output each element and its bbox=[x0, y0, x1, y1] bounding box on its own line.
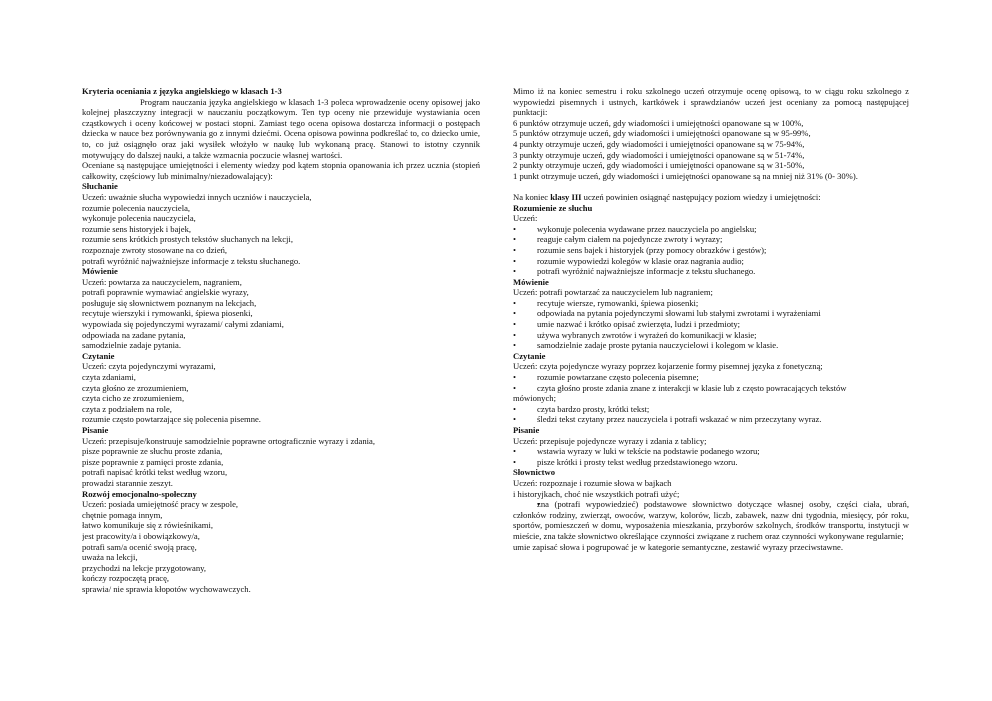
list-item: rozumie często powtarzające się polecenia pisemne. bbox=[82, 414, 261, 425]
list-item: Uczeń: posiada umiejętność pracy w zespole, bbox=[82, 499, 239, 510]
list-item: czyta zdaniami, bbox=[82, 372, 136, 383]
vocabulary-last: umie zapisać słowa i pogrupować je w kategorie semantyczne, zestawić wyrazy przeciwstawne. bbox=[513, 541, 844, 552]
right-column bbox=[513, 86, 909, 552]
section-heading-reading: Czytanie bbox=[513, 350, 546, 361]
section-heading: Pisanie bbox=[82, 425, 109, 435]
list-item: 5 punktów otrzymuje uczeń, gdy wiadomości i umiejętności opanowane są w 95-99%, bbox=[513, 128, 811, 139]
list-item-continuation: mówionych; bbox=[513, 393, 556, 404]
section-heading-listening: Rozumienie ze słuchu bbox=[513, 202, 593, 213]
list-item: • wstawia wyrazy w luki w tekście na podstawie podanego wzoru; bbox=[513, 446, 909, 457]
list-item: potrafi sam/a ocenić swoją pracę, bbox=[82, 541, 197, 552]
list-item: • rozumie powtarzane często polecenia pisemne; bbox=[513, 372, 909, 383]
list-item: sprawia/ nie sprawia kłopotów wychowawczych. bbox=[82, 583, 251, 594]
list-item: • zna (potrafi wypowiedzieć) podstawowe słownictwo dotyczące własnej osoby, części ciała, ubrań, członków rodziny, zwierząt, owoców, warzyw, kolorów, liczb, zabawek, nazw dni tygodnia, miesięcy, pór roku, sportów, pomieszczeń w domu, wyposażenia mieszkania, przyborów szkolnych, środków transportu, instytucji w mieście, zna także słownictwo określające czynności związane z ruchem oraz czynności wykonywane regularnie; bbox=[513, 499, 909, 541]
list-item: łatwo komunikuje się z rówieśnikami, bbox=[82, 520, 214, 531]
list-item: czyta głośno ze zrozumieniem, bbox=[82, 382, 189, 393]
list-item: Uczeń: powtarza za nauczycielem, nagraniem, bbox=[82, 276, 242, 287]
list-item: • potrafi wyróżnić najważniejsze informacje z tekstu słuchanego. bbox=[513, 266, 909, 277]
list-item: • czyta bardzo prosty, krótki tekst; bbox=[513, 404, 909, 415]
list-item: rozpoznaje zwroty stosowane na co dzień, bbox=[82, 244, 228, 255]
list-item: Uczeń: uważnie słucha wypowiedzi innych uczniów i nauczyciela, bbox=[82, 191, 312, 202]
list-item: 3 punkty otrzymuje uczeń, gdy wiadomości i umiejętności opanowane są w 51-74%, bbox=[513, 149, 805, 160]
point-last: 1 punkt otrzymuje uczeń, gdy wiadomości i umiejętności opanowane są na mniej niż 31% (0- 30%). bbox=[513, 170, 858, 181]
list-item: 2 punkty otrzymuje uczeń, gdy wiadomości i umiejętności opanowane są w 31-50%, bbox=[513, 160, 805, 171]
level-sentence: Na koniec klasy III uczeń powinien osiągnąć następujący poziom wiedzy i umiejętności: bbox=[513, 191, 821, 202]
list-item: • pisze krótki i prosty tekst według przedstawionego wzoru. bbox=[513, 457, 909, 468]
list-item: 6 punktów otrzymuje uczeń, gdy wiadomości i umiejętności opanowane są w 100%, bbox=[513, 117, 804, 128]
list-item: potrafi napisać krótki tekst według wzoru, bbox=[82, 467, 228, 478]
section-heading: Rozwój emocjonalno-społeczny bbox=[82, 488, 197, 499]
document-title: Kryteria oceniania z języka angielskiego w klasach 1-3 bbox=[82, 86, 282, 96]
list-item: • reaguje całym ciałem na pojedyncze zwroty i wyrazy; bbox=[513, 234, 909, 245]
list-item: • umie nazwać i krótko opisać zwierzęta, ludzi i przedmioty; bbox=[513, 319, 909, 330]
list-item: • czyta głośno proste zdania znane z interakcji w klasie lub z często powracających tekstów bbox=[513, 383, 909, 394]
list-item: Uczeń: czyta pojedynczymi wyrazami, bbox=[82, 361, 216, 372]
list-item: prowadzi starannie zeszyt. bbox=[82, 477, 173, 488]
points-list bbox=[513, 118, 909, 171]
list-item: 4 punkty otrzymuje uczeń, gdy wiadomości i umiejętności opanowane są w 75-94%, bbox=[513, 138, 805, 149]
list-item: • samodzielnie zadaje proste pytania nauczycielowi i kolegom w klasie. bbox=[513, 340, 909, 351]
section-heading: Słuchanie bbox=[82, 181, 118, 192]
list-item: samodzielnie zadaje pytania. bbox=[82, 340, 182, 351]
list-item: • rozumie wypowiedzi kolegów w klasie oraz nagrania audio; bbox=[513, 256, 909, 267]
list-item: • wykonuje polecenia wydawane przez nauczyciela po angielsku; bbox=[513, 224, 909, 235]
list-item: • rozumie sens bajek i historyjek (przy pomocy obrazków i gestów); bbox=[513, 245, 909, 256]
section-heading: Czytanie bbox=[82, 350, 115, 361]
list-item: chętnie pomaga innym, bbox=[82, 509, 163, 520]
section-lead: i historyjkach, choć nie wszystkich potrafi użyć; bbox=[513, 488, 680, 499]
list-item: recytuje wierszyki i rymowanki, śpiewa piosenki, bbox=[82, 308, 253, 319]
list-item: potrafi poprawnie wymawiać angielskie wyrazy, bbox=[82, 287, 249, 298]
writing-list bbox=[513, 446, 909, 467]
section-heading: Mówienie bbox=[82, 266, 118, 277]
listening-list bbox=[513, 224, 909, 277]
section-heading-speaking: Mówienie bbox=[513, 276, 549, 287]
list-item: przychodzi na lekcje przygotowany, bbox=[82, 562, 207, 573]
speaking-list bbox=[513, 298, 909, 351]
list-item: pisze poprawnie ze słuchu proste zdania, bbox=[82, 446, 223, 457]
list-item: • odpowiada na pytania pojedynczymi słowami lub stałymi zwrotami i wyrażeniami bbox=[513, 308, 909, 319]
section-lead: Uczeń: rozpoznaje i rozumie słowa w bajkach bbox=[513, 477, 672, 488]
list-item: rozumie sens historyjek i bajek, bbox=[82, 223, 192, 234]
left-column bbox=[82, 86, 480, 595]
list-item: posługuje się słownictwem poznanym na lekcjach, bbox=[82, 297, 257, 308]
list-item: jest pracowity/a i obowiązkowy/a, bbox=[82, 530, 200, 541]
list-item: wypowiada się pojedynczymi wyrazami/ całymi zdaniami, bbox=[82, 319, 284, 330]
section-heading-writing: Pisanie bbox=[513, 425, 540, 435]
list-item: uważa na lekcji, bbox=[82, 552, 138, 563]
list-item: kończy rozpoczętą pracę, bbox=[82, 573, 170, 584]
list-item: wykonuje polecenia nauczyciela, bbox=[82, 213, 196, 224]
section-lead: Uczeń: bbox=[513, 213, 538, 224]
left-sections bbox=[82, 181, 480, 594]
section-lead: Uczeń: czyta pojedyncze wyrazy poprzez kojarzenie formy pisemnej języka z fonetyczną; bbox=[513, 361, 823, 372]
section-heading-vocabulary: Słownictwo bbox=[513, 467, 556, 478]
points-intro: Mimo iż na koniec semestru i roku szkolnego uczeń otrzymuje ocenę opisową, to w ciągu roku szkolnego z wypowiedzi pisemnych i ustnych, kartkówek i sprawdzianów uczeń jest oceniany za pomocą następującej punktacji: bbox=[513, 86, 909, 118]
section-lead: Uczeń: potrafi powtarzać za nauczycielem lub nagraniem; bbox=[513, 287, 713, 298]
list-item: odpowiada na zadane pytania, bbox=[82, 329, 186, 340]
list-item: rozumie sens krótkich prostych tekstów słuchanych na lekcji, bbox=[82, 234, 293, 245]
intro-paragraph: Program nauczania języka angielskiego w klasach 1-3 poleca wprowadzenie oceny opisowej jako kolejnej płaszczyzny integracji w nauczaniu początkowym. Ten typ oceny nie przewiduje wystawiania ocen cząstkowych i oceny końcowej w postaci stopni. Zamiast tego ocena opisowa dostarcza informacji o postępach dziecka w nauce bez porównywania go z innymi dziećmi. Ocena opisowa powinna podkreślać to, co dziecko umie, to, co już osiągnęło oraz jaki wysiłek włożyło w naukę lub wykonaną pracę. Stanowi to istotny czynnik motywujący do dalszej nauki, a także wzmacnia poczucie własnej wartości. bbox=[82, 96, 480, 160]
list-item: czyta cicho ze zrozumieniem, bbox=[82, 393, 185, 404]
list-item: • używa wybranych zwrotów i wyrażeń do komunikacji w klasie; bbox=[513, 330, 909, 341]
intro-paragraph-2: Oceniane są następujące umiejętności i elementy wiedzy pod kątem stopnia opanowania ich przez ucznia (stopień całkowity, częściowy lub minimalny/niezadowalający): bbox=[82, 160, 480, 181]
list-item: rozumie polecenia nauczyciela, bbox=[82, 202, 191, 213]
list-item: potrafi wyróżnić najważniejsze informacje z tekstu słuchanego. bbox=[82, 255, 301, 266]
list-item: • śledzi tekst czytany przez nauczyciela i potrafi wskazać w nim przeczytany wyraz. bbox=[513, 414, 909, 425]
list-item: • recytuje wiersze, rymowanki, śpiewa piosenki; bbox=[513, 298, 909, 309]
list-item: Uczeń: przepisuje/konstruuje samodzielnie poprawne ortograficznie wyrazy i zdania, bbox=[82, 435, 376, 446]
list-item: pisze poprawnie z pamięci proste zdania, bbox=[82, 456, 224, 467]
section-lead: Uczeń: przepisuje pojedyncze wyrazy i zdania z tablicy; bbox=[513, 435, 707, 446]
list-item: czyta z podziałem na role, bbox=[82, 403, 172, 414]
